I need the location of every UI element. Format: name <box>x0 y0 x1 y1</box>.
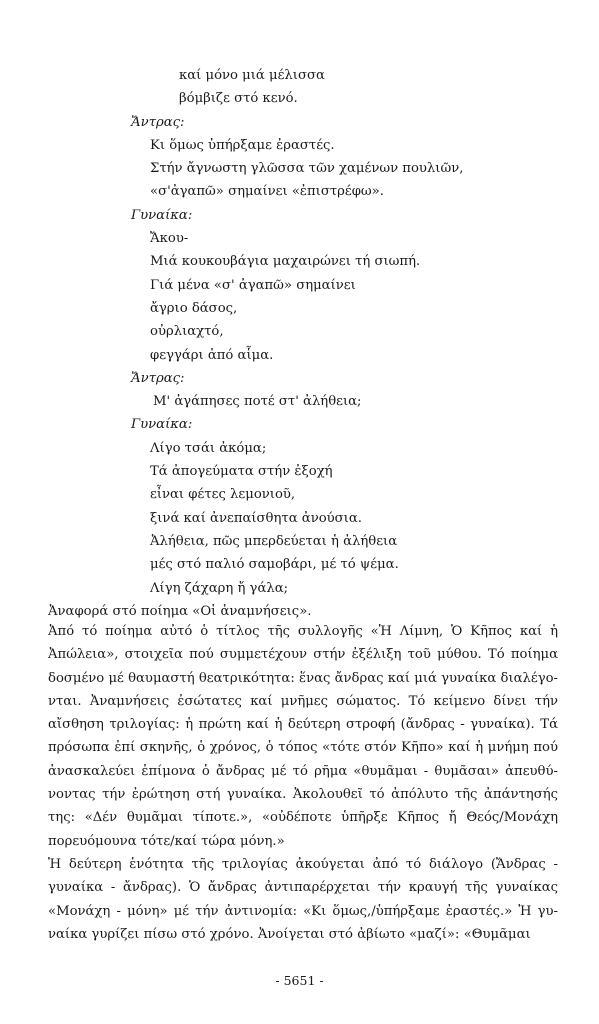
verse-line: «σ'ἀγαπῶ» σημαίνει «ἐπιστρέφω». <box>150 184 384 200</box>
verse-line: Λίγο τσάι ἀκόμα; <box>150 440 267 456</box>
verse-line: Λίγη ζάχαρη ἤ γάλα; <box>150 580 289 596</box>
verse-line: Τά ἀπογεύματα στήν ἐξοχή <box>150 464 333 480</box>
paragraph-1: Ἀπό τό ποίημα αὐτό ὁ τίτλος τῆς συλλογῆς «Ἡ Λίμνη, Ὁ Κῆπος καί ἡ Ἀπώλεια», στοιχεῖα πού συμμετέχουν στήν ἐξέλιξη τοῦ μύθου. Τό ποίημα δοσμένο μέ θαυμαστή θεατρικότητα: ἕνας ἄνδρας καί μιά γυναίκα διαλέγονται. Ἀναμνήσεις ἐσώτατες καί μνῆμες σώματος. Τό κείμενο δίνει τήν αἴσθηση τριλογίας: ἡ πρώτη καί ἡ δεύτερη στροφή (ἄνδρας - γυναίκα). Τά πρόσωπα ἐπί σκηνῆς, ὁ χρόνος, ὁ τόπος «τότε στόν Κῆπο» καί ἡ μνήμη πού ἀνασκαλεύει ἐπίμονα ὁ ἄνδρας μέ τό ρῆμα «θυμᾶμαι - θυμᾶσαι» ἀπευθύνοντας τήν ἐρώτηση στή γυναίκα. Ἀκολουθεῖ τό ἀπόλυτο τῆς ἀπάντησής της: «Δέν θυμᾶμαι τίποτε.», «οὐδέποτε ὑπῆρξε Κῆπος ἤ Θεός/Μονάχη πορευόμουνα τότε/καί τώρα μόνη.» <box>48 624 558 849</box>
verse-line: Ἀλήθεια, πῶς μπερδεύεται ἡ ἀλήθεια <box>150 533 398 549</box>
paragraph-2: Ἡ δεύτερη ἑνότητα τῆς τριλογίας ἀκούγεται ἀπό τό διάλογο (Ἄνδρας - γυναίκα - ἄνδρας). Ὁ ἄνδρας ἀντιπαρέρχεται τήν κραυγή τῆς γυναίκας «Μονάχη - μόνη» μέ τήν ἀντινομία: «Κι ὅμως,/ὑπήρξαμε ἐραστές.» Ἡ γυναίκα γυρίζει πίσω στό χρόνο. Ἀνοίγεται στό ἀβίωτο «μαζί»: «Θυμᾶμαι <box>48 856 558 942</box>
verse-line: μές στό παλιό σαμοβάρι, μέ τό ψέμα. <box>150 557 399 573</box>
verse-line: βόμβιζε στό κενό. <box>179 91 298 107</box>
verse-line: ξινά καί ἀνεπαίσθητα ἀνούσια. <box>150 510 362 526</box>
verse-line: Ἄκου- <box>150 231 189 247</box>
verse-line: Μ' ἀγάπησες ποτέ στ' ἀλήθεια; <box>153 394 362 410</box>
speaker-label: Γυναίκα: <box>131 207 193 223</box>
verse-line: εἶναι φέτες λεμονιοῦ, <box>150 487 296 503</box>
speaker-label: Ἄντρας: <box>131 114 185 130</box>
verse-line: καί μόνο μιά μέλισσα <box>179 68 325 83</box>
verse-line: Γιά μένα «σ' ἀγαπῶ» σημαίνει <box>150 277 356 293</box>
verse-line: Κι ὅμως ὑπήρξαμε ἐραστές. <box>150 137 335 153</box>
page-number: - 5651 - <box>275 973 324 988</box>
commentary-text <box>48 620 558 946</box>
verse-line: Μιά κουκουβάγια μαχαιρώνει τή σιωπή. <box>150 254 421 270</box>
reference-line: Ἀναφορά στό ποίημα «Οἱ ἀναμνήσεις». <box>48 603 312 619</box>
speaker-label: Γυναίκα: <box>131 417 193 433</box>
verse-line: φεγγάρι ἀπό αἷμα. <box>150 347 274 363</box>
verse-line: οὐρλιαχτό, <box>150 324 224 340</box>
verse-line: ἄγριο δάσος, <box>150 300 238 316</box>
verse-line: Στήν ἄγνωστη γλῶσσα τῶν χαμένων πουλιῶν, <box>150 161 464 177</box>
poem-excerpt <box>0 64 599 623</box>
speaker-label: Ἄντρας: <box>131 370 185 386</box>
